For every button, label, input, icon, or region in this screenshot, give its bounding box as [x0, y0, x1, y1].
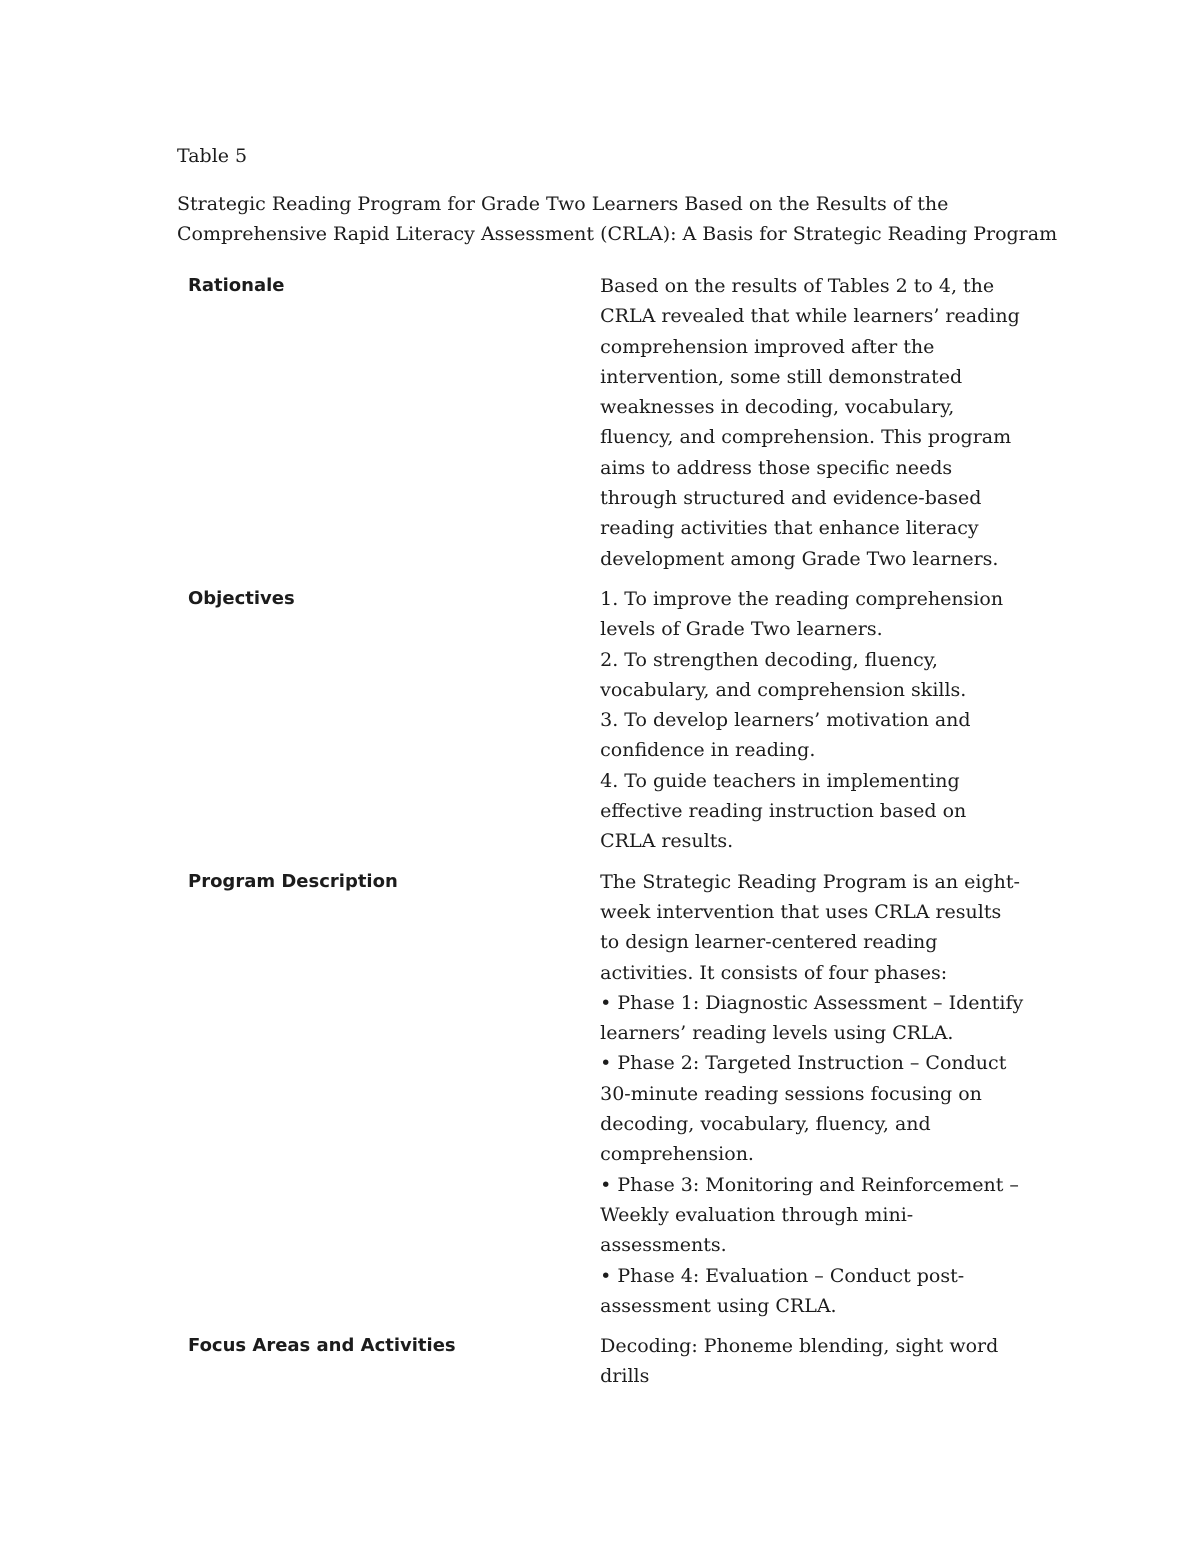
row-content-line: fluency, and comprehension. This program: [600, 426, 1012, 449]
row-content-line: 4. To guide teachers in implementing: [600, 769, 960, 792]
row-content-line: activities. It consists of four phases:: [600, 961, 948, 984]
table-row: [177, 271, 1027, 584]
row-content-line: effective reading instruction based on: [600, 800, 967, 823]
row-content: [600, 1331, 1027, 1402]
table-row: [177, 867, 1027, 1331]
row-content-line: 30-minute reading sessions focusing on: [600, 1082, 982, 1105]
row-content-line: confidence in reading.: [600, 739, 816, 762]
row-content-line: • Phase 3: Monitoring and Reinforcement –: [600, 1173, 1019, 1196]
row-content-line: comprehension improved after the: [600, 335, 935, 358]
row-content-line: assessments.: [600, 1234, 727, 1257]
row-content-line: levels of Grade Two learners.: [600, 618, 883, 641]
program-table: [177, 271, 1027, 1402]
program-table-body: [177, 271, 1027, 1402]
row-content-line: The Strategic Reading Program is an eight-: [600, 870, 1020, 893]
row-label: Rationale: [188, 275, 285, 296]
table-number: Table 5: [177, 145, 248, 167]
row-content-line: • Phase 4: Evaluation – Conduct post-: [600, 1264, 965, 1287]
row-content-line: CRLA results.: [600, 830, 734, 853]
row-content-line: Weekly evaluation through mini-: [600, 1203, 914, 1226]
row-content-line: • Phase 1: Diagnostic Assessment – Identify: [600, 991, 1024, 1014]
row-content-line: 2. To strengthen decoding, fluency,: [600, 648, 938, 671]
row-content-line: vocabulary, and comprehension skills.: [600, 678, 967, 701]
row-content-line: Based on the results of Tables 2 to 4, the: [600, 275, 995, 297]
row-label: Objectives: [188, 587, 295, 609]
row-content-line: through structured and evidence-based: [600, 487, 982, 510]
row-content-line: week intervention that uses CRLA results: [600, 900, 1002, 923]
row-content: [600, 271, 1027, 584]
table-caption: [177, 190, 1077, 249]
row-content-line: development among Grade Two learners.: [600, 547, 999, 570]
table-row: [177, 584, 1027, 867]
row-content-line: • Phase 2: Targeted Instruction – Conduct: [600, 1052, 1007, 1075]
row-label: Focus Areas and Activities: [188, 1335, 456, 1357]
row-content: [600, 867, 1027, 1331]
row-label: Program Description: [188, 870, 398, 892]
row-content-line: to design learner-centered reading: [600, 931, 938, 954]
row-content-line: decoding, vocabulary, fluency, and: [600, 1113, 931, 1136]
row-content-line: Decoding: Phoneme blending, sight word: [600, 1335, 999, 1358]
row-content-line: 1. To improve the reading comprehension: [600, 587, 1004, 610]
row-content-line: intervention, some still demonstrated: [600, 365, 963, 388]
row-content: [600, 584, 1027, 867]
table-row: [177, 1331, 1027, 1402]
row-content-line: CRLA revealed that while learners’ reading: [600, 305, 1020, 328]
table-caption-line: Strategic Reading Program for Grade Two Learners Based on the Results of the: [177, 193, 949, 215]
row-content-line: learners’ reading levels using CRLA.: [600, 1022, 954, 1045]
table-caption-line: Comprehensive Rapid Literacy Assessment (CRLA): A Basis for Strategic Reading Program: [177, 222, 1058, 245]
row-content-line: 3. To develop learners’ motivation and: [600, 709, 971, 732]
row-content-line: reading activities that enhance literacy: [600, 517, 979, 540]
row-content-line: weaknesses in decoding, vocabulary,: [600, 396, 955, 419]
row-content-line: assessment using CRLA.: [600, 1294, 837, 1317]
row-content-line: drills: [600, 1365, 650, 1388]
row-content-line: aims to address those specific needs: [600, 456, 953, 479]
row-content-line: comprehension.: [600, 1143, 754, 1166]
